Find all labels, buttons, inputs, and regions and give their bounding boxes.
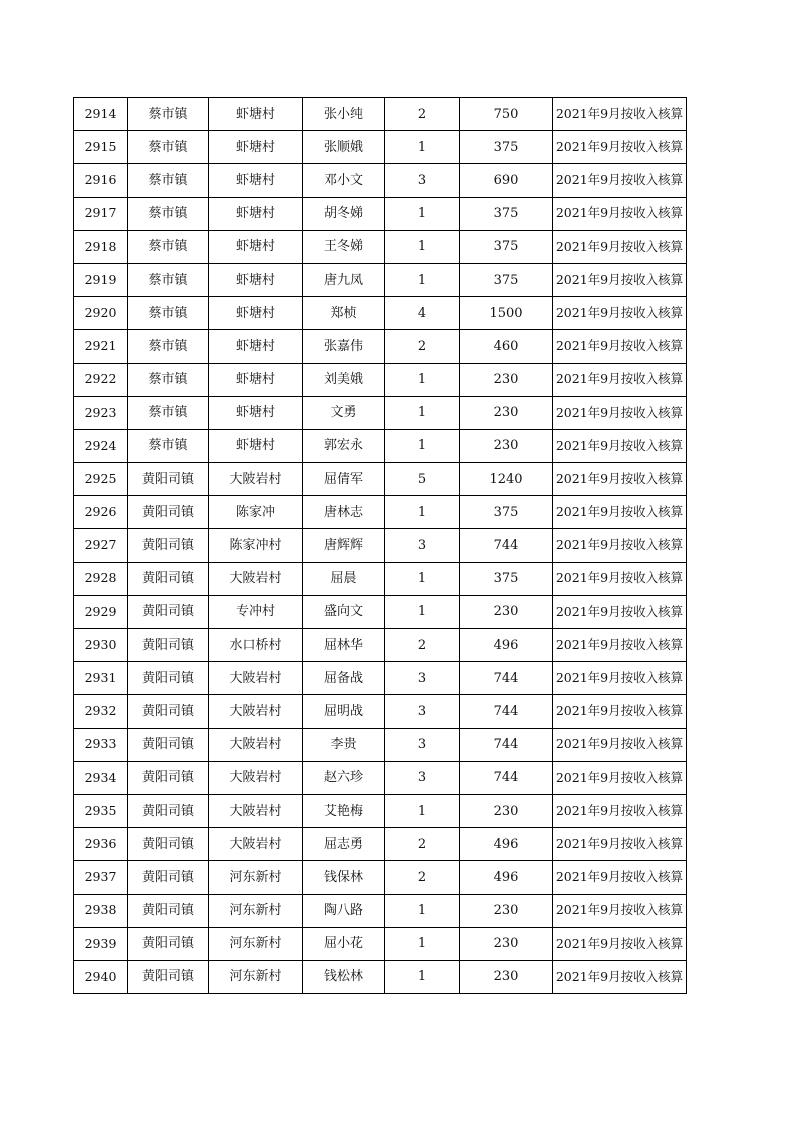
row-number-cell: 2924: [74, 429, 128, 462]
note-cell: 2021年9月按收入核算: [553, 230, 687, 263]
row-number-cell: 2914: [74, 98, 128, 131]
table-row: [74, 263, 687, 296]
town-cell: 黄阳司镇: [128, 496, 209, 529]
town-cell: 黄阳司镇: [128, 960, 209, 993]
name-cell: 唐辉辉: [303, 529, 385, 562]
name-cell: 陶八路: [303, 894, 385, 927]
row-number-cell: 2937: [74, 861, 128, 894]
row-number-cell: 2923: [74, 396, 128, 429]
village-cell: 大陂岩村: [209, 562, 303, 595]
household-size-cell: 1: [385, 429, 460, 462]
table-row: [74, 164, 687, 197]
household-size-cell: 1: [385, 927, 460, 960]
town-cell: 蔡市镇: [128, 330, 209, 363]
table-row: [74, 927, 687, 960]
village-cell: 大陂岩村: [209, 728, 303, 761]
amount-cell: 744: [460, 662, 553, 695]
amount-cell: 744: [460, 695, 553, 728]
amount-cell: 750: [460, 98, 553, 131]
note-cell: 2021年9月按收入核算: [553, 927, 687, 960]
data-table: [73, 97, 687, 994]
amount-cell: 744: [460, 728, 553, 761]
row-number-cell: 2925: [74, 463, 128, 496]
household-size-cell: 1: [385, 562, 460, 595]
amount-cell: 375: [460, 230, 553, 263]
amount-cell: 496: [460, 629, 553, 662]
note-cell: 2021年9月按收入核算: [553, 263, 687, 296]
table-row: [74, 828, 687, 861]
town-cell: 蔡市镇: [128, 297, 209, 330]
town-cell: 黄阳司镇: [128, 728, 209, 761]
village-cell: 河东新村: [209, 894, 303, 927]
village-cell: 虾塘村: [209, 164, 303, 197]
household-size-cell: 3: [385, 662, 460, 695]
row-number-cell: 2919: [74, 263, 128, 296]
row-number-cell: 2931: [74, 662, 128, 695]
household-size-cell: 5: [385, 463, 460, 496]
amount-cell: 375: [460, 263, 553, 296]
amount-cell: 496: [460, 861, 553, 894]
household-size-cell: 1: [385, 960, 460, 993]
town-cell: 黄阳司镇: [128, 861, 209, 894]
village-cell: 陈家冲村: [209, 529, 303, 562]
table-row: [74, 529, 687, 562]
note-cell: 2021年9月按收入核算: [553, 529, 687, 562]
note-cell: 2021年9月按收入核算: [553, 496, 687, 529]
note-cell: 2021年9月按收入核算: [553, 131, 687, 164]
village-cell: 虾塘村: [209, 429, 303, 462]
note-cell: 2021年9月按收入核算: [553, 330, 687, 363]
amount-cell: 1240: [460, 463, 553, 496]
name-cell: 唐林志: [303, 496, 385, 529]
note-cell: 2021年9月按收入核算: [553, 297, 687, 330]
village-cell: 大陂岩村: [209, 794, 303, 827]
town-cell: 蔡市镇: [128, 263, 209, 296]
note-cell: 2021年9月按收入核算: [553, 894, 687, 927]
amount-cell: 230: [460, 363, 553, 396]
village-cell: 大陂岩村: [209, 761, 303, 794]
amount-cell: 690: [460, 164, 553, 197]
name-cell: 屈小花: [303, 927, 385, 960]
table-row: [74, 131, 687, 164]
note-cell: 2021年9月按收入核算: [553, 98, 687, 131]
row-number-cell: 2915: [74, 131, 128, 164]
name-cell: 王冬娣: [303, 230, 385, 263]
town-cell: 蔡市镇: [128, 164, 209, 197]
amount-cell: 375: [460, 496, 553, 529]
name-cell: 唐九凤: [303, 263, 385, 296]
village-cell: 大陂岩村: [209, 695, 303, 728]
village-cell: 虾塘村: [209, 263, 303, 296]
name-cell: 文勇: [303, 396, 385, 429]
village-cell: 河东新村: [209, 861, 303, 894]
household-size-cell: 3: [385, 761, 460, 794]
household-size-cell: 3: [385, 695, 460, 728]
amount-cell: 230: [460, 429, 553, 462]
name-cell: 张顺娥: [303, 131, 385, 164]
table-row: [74, 894, 687, 927]
town-cell: 黄阳司镇: [128, 828, 209, 861]
village-cell: 虾塘村: [209, 363, 303, 396]
amount-cell: 230: [460, 894, 553, 927]
town-cell: 蔡市镇: [128, 230, 209, 263]
town-cell: 黄阳司镇: [128, 695, 209, 728]
name-cell: 屈备战: [303, 662, 385, 695]
village-cell: 虾塘村: [209, 98, 303, 131]
table-row: [74, 562, 687, 595]
row-number-cell: 2930: [74, 629, 128, 662]
note-cell: 2021年9月按收入核算: [553, 761, 687, 794]
village-cell: 虾塘村: [209, 230, 303, 263]
name-cell: 赵六珍: [303, 761, 385, 794]
town-cell: 黄阳司镇: [128, 761, 209, 794]
name-cell: 张小纯: [303, 98, 385, 131]
row-number-cell: 2929: [74, 595, 128, 628]
household-size-cell: 2: [385, 330, 460, 363]
village-cell: 河东新村: [209, 960, 303, 993]
table-row: [74, 363, 687, 396]
row-number-cell: 2928: [74, 562, 128, 595]
amount-cell: 460: [460, 330, 553, 363]
village-cell: 大陂岩村: [209, 662, 303, 695]
village-cell: 虾塘村: [209, 396, 303, 429]
name-cell: 郑桢: [303, 297, 385, 330]
table-row: [74, 197, 687, 230]
name-cell: 屈晨: [303, 562, 385, 595]
table-row: [74, 230, 687, 263]
row-number-cell: 2920: [74, 297, 128, 330]
note-cell: 2021年9月按收入核算: [553, 164, 687, 197]
town-cell: 黄阳司镇: [128, 562, 209, 595]
table-row: [74, 761, 687, 794]
note-cell: 2021年9月按收入核算: [553, 429, 687, 462]
household-size-cell: 1: [385, 363, 460, 396]
note-cell: 2021年9月按收入核算: [553, 463, 687, 496]
table-row: [74, 960, 687, 993]
row-number-cell: 2926: [74, 496, 128, 529]
row-number-cell: 2922: [74, 363, 128, 396]
amount-cell: 1500: [460, 297, 553, 330]
row-number-cell: 2938: [74, 894, 128, 927]
note-cell: 2021年9月按收入核算: [553, 629, 687, 662]
table-row: [74, 728, 687, 761]
village-cell: 虾塘村: [209, 131, 303, 164]
table-row: [74, 463, 687, 496]
row-number-cell: 2933: [74, 728, 128, 761]
note-cell: 2021年9月按收入核算: [553, 595, 687, 628]
row-number-cell: 2936: [74, 828, 128, 861]
table-row: [74, 98, 687, 131]
name-cell: 郭宏永: [303, 429, 385, 462]
village-cell: 大陂岩村: [209, 463, 303, 496]
row-number-cell: 2916: [74, 164, 128, 197]
note-cell: 2021年9月按收入核算: [553, 396, 687, 429]
amount-cell: 744: [460, 761, 553, 794]
amount-cell: 496: [460, 828, 553, 861]
note-cell: 2021年9月按收入核算: [553, 794, 687, 827]
amount-cell: 230: [460, 927, 553, 960]
row-number-cell: 2940: [74, 960, 128, 993]
table-row: [74, 695, 687, 728]
name-cell: 屈林华: [303, 629, 385, 662]
household-size-cell: 2: [385, 98, 460, 131]
note-cell: 2021年9月按收入核算: [553, 695, 687, 728]
household-size-cell: 1: [385, 894, 460, 927]
household-size-cell: 1: [385, 197, 460, 230]
town-cell: 蔡市镇: [128, 363, 209, 396]
village-cell: 水口桥村: [209, 629, 303, 662]
table-row: [74, 330, 687, 363]
row-number-cell: 2939: [74, 927, 128, 960]
name-cell: 盛向文: [303, 595, 385, 628]
note-cell: 2021年9月按收入核算: [553, 562, 687, 595]
table-row: [74, 396, 687, 429]
town-cell: 蔡市镇: [128, 98, 209, 131]
row-number-cell: 2927: [74, 529, 128, 562]
village-cell: 专冲村: [209, 595, 303, 628]
household-size-cell: 4: [385, 297, 460, 330]
name-cell: 刘美娥: [303, 363, 385, 396]
note-cell: 2021年9月按收入核算: [553, 197, 687, 230]
row-number-cell: 2934: [74, 761, 128, 794]
amount-cell: 375: [460, 562, 553, 595]
town-cell: 黄阳司镇: [128, 629, 209, 662]
household-size-cell: 1: [385, 131, 460, 164]
note-cell: 2021年9月按收入核算: [553, 960, 687, 993]
town-cell: 黄阳司镇: [128, 894, 209, 927]
name-cell: 屈倩军: [303, 463, 385, 496]
amount-cell: 230: [460, 794, 553, 827]
village-cell: 虾塘村: [209, 197, 303, 230]
row-number-cell: 2917: [74, 197, 128, 230]
note-cell: 2021年9月按收入核算: [553, 728, 687, 761]
village-cell: 虾塘村: [209, 297, 303, 330]
town-cell: 蔡市镇: [128, 197, 209, 230]
note-cell: 2021年9月按收入核算: [553, 828, 687, 861]
table-body: [74, 98, 687, 994]
row-number-cell: 2935: [74, 794, 128, 827]
town-cell: 黄阳司镇: [128, 662, 209, 695]
town-cell: 黄阳司镇: [128, 595, 209, 628]
household-size-cell: 3: [385, 728, 460, 761]
household-size-cell: 3: [385, 164, 460, 197]
household-size-cell: 1: [385, 595, 460, 628]
amount-cell: 230: [460, 396, 553, 429]
row-number-cell: 2932: [74, 695, 128, 728]
household-size-cell: 2: [385, 861, 460, 894]
name-cell: 钱松林: [303, 960, 385, 993]
household-size-cell: 1: [385, 263, 460, 296]
note-cell: 2021年9月按收入核算: [553, 861, 687, 894]
row-number-cell: 2918: [74, 230, 128, 263]
amount-cell: 744: [460, 529, 553, 562]
village-cell: 河东新村: [209, 927, 303, 960]
town-cell: 蔡市镇: [128, 131, 209, 164]
village-cell: 虾塘村: [209, 330, 303, 363]
name-cell: 张嘉伟: [303, 330, 385, 363]
town-cell: 蔡市镇: [128, 396, 209, 429]
name-cell: 钱保林: [303, 861, 385, 894]
amount-cell: 375: [460, 131, 553, 164]
name-cell: 李贵: [303, 728, 385, 761]
table-row: [74, 629, 687, 662]
household-size-cell: 3: [385, 529, 460, 562]
town-cell: 黄阳司镇: [128, 463, 209, 496]
household-size-cell: 2: [385, 828, 460, 861]
table-row: [74, 662, 687, 695]
amount-cell: 230: [460, 960, 553, 993]
town-cell: 黄阳司镇: [128, 927, 209, 960]
town-cell: 蔡市镇: [128, 429, 209, 462]
amount-cell: 375: [460, 197, 553, 230]
note-cell: 2021年9月按收入核算: [553, 363, 687, 396]
table-row: [74, 794, 687, 827]
village-cell: 大陂岩村: [209, 828, 303, 861]
table-row: [74, 496, 687, 529]
amount-cell: 230: [460, 595, 553, 628]
household-size-cell: 1: [385, 794, 460, 827]
note-cell: 2021年9月按收入核算: [553, 662, 687, 695]
table-row: [74, 861, 687, 894]
table-row: [74, 429, 687, 462]
name-cell: 艾艳梅: [303, 794, 385, 827]
household-size-cell: 1: [385, 230, 460, 263]
name-cell: 邓小文: [303, 164, 385, 197]
table-row: [74, 297, 687, 330]
name-cell: 胡冬娣: [303, 197, 385, 230]
name-cell: 屈明战: [303, 695, 385, 728]
town-cell: 黄阳司镇: [128, 529, 209, 562]
household-size-cell: 2: [385, 629, 460, 662]
village-cell: 陈家冲: [209, 496, 303, 529]
table-row: [74, 595, 687, 628]
household-size-cell: 1: [385, 396, 460, 429]
name-cell: 屈志勇: [303, 828, 385, 861]
row-number-cell: 2921: [74, 330, 128, 363]
household-size-cell: 1: [385, 496, 460, 529]
town-cell: 黄阳司镇: [128, 794, 209, 827]
